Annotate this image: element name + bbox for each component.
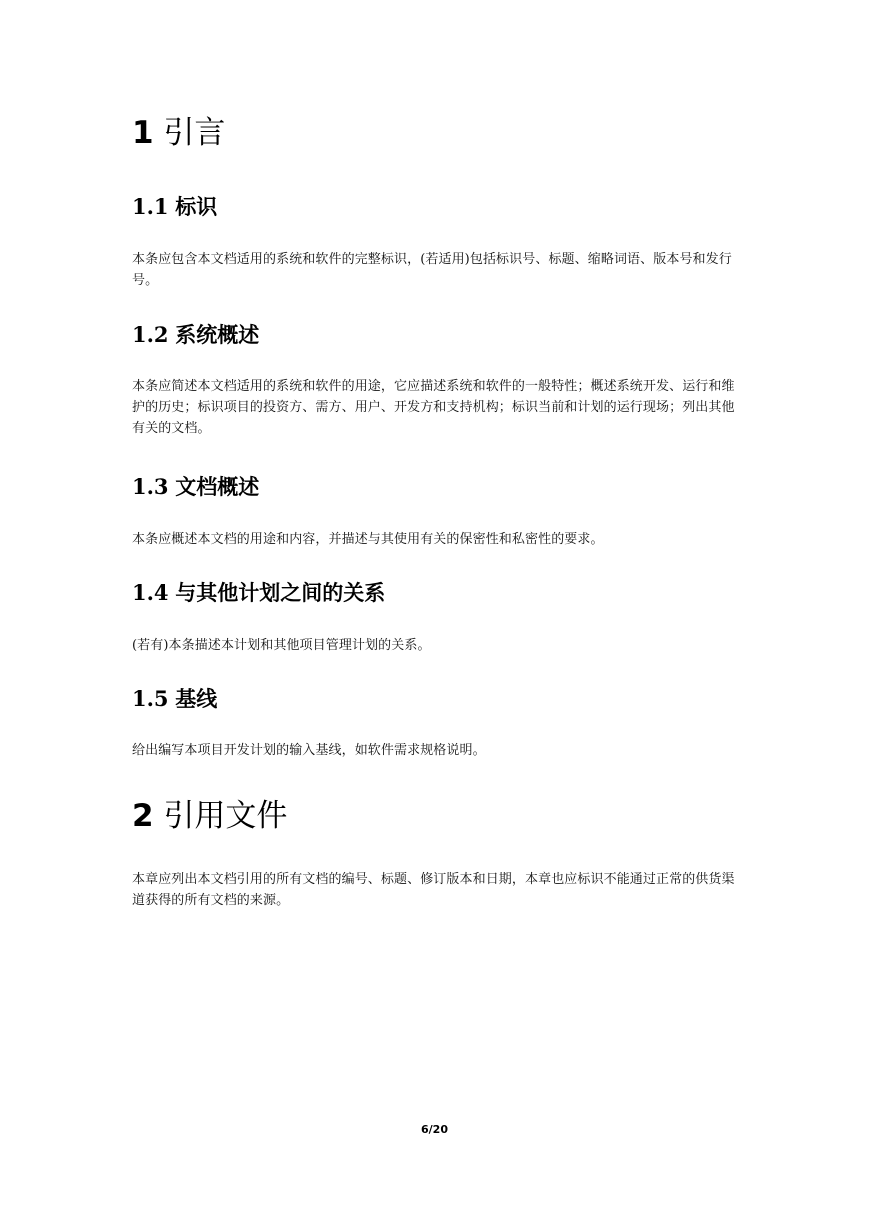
subsection-heading-1-2 [132, 321, 259, 349]
subsection-title: 文档概述 [175, 475, 260, 499]
section-number: 2 [132, 798, 154, 834]
subsection-body-1-1: 本条应包含本文档适用的系统和软件的完整标识，(若适用)包括标识号、标题、缩略词语、版本号和发行号。 [132, 252, 732, 288]
subsection-title: 与其他计划之间的关系 [175, 581, 386, 605]
page-number: 6/20 [421, 1123, 448, 1136]
subsection-body-1-5: 给出编写本项目开发计划的输入基线，如软件需求规格说明。 [132, 743, 486, 758]
subsection-body-1-2: 本条应简述本文档适用的系统和软件的用途，它应描述系统和软件的一般特性；概述系统开发、运行和维护的历史；标识项目的投资方、需方、用户、开发方和支持机构；标识当前和计划的运行现场；列出其他有关的文档。 [132, 379, 735, 436]
subsection-title: 标识 [175, 195, 218, 219]
section-body-2: 本章应列出本文档引用的所有文档的编号、标题、修订版本和日期，本章也应标识不能通过正常的供货渠道获得的所有文档的来源。 [132, 872, 735, 908]
subsection-number: 1.3 [132, 474, 169, 499]
subsection-heading-1-1 [132, 193, 217, 221]
subsection-title: 系统概述 [175, 323, 260, 347]
subsection-body-1-3: 本条应概述本文档的用途和内容，并描述与其使用有关的保密性和私密性的要求。 [132, 532, 604, 547]
section-heading-1 [132, 113, 225, 153]
section-number: 1 [132, 115, 154, 151]
section-title: 引用文件 [163, 798, 288, 834]
subsection-number: 1.1 [132, 194, 169, 219]
subsection-heading-1-5 [132, 685, 217, 713]
section-title: 引言 [163, 115, 226, 151]
section-heading-2 [132, 796, 287, 836]
subsection-heading-1-3 [132, 473, 259, 501]
subsection-body-1-4: (若有)本条描述本计划和其他项目管理计划的关系。 [132, 638, 431, 653]
subsection-number: 1.2 [132, 322, 169, 347]
subsection-title: 基线 [175, 687, 218, 711]
subsection-number: 1.5 [132, 686, 169, 711]
subsection-heading-1-4 [132, 579, 385, 607]
subsection-number: 1.4 [132, 580, 169, 605]
